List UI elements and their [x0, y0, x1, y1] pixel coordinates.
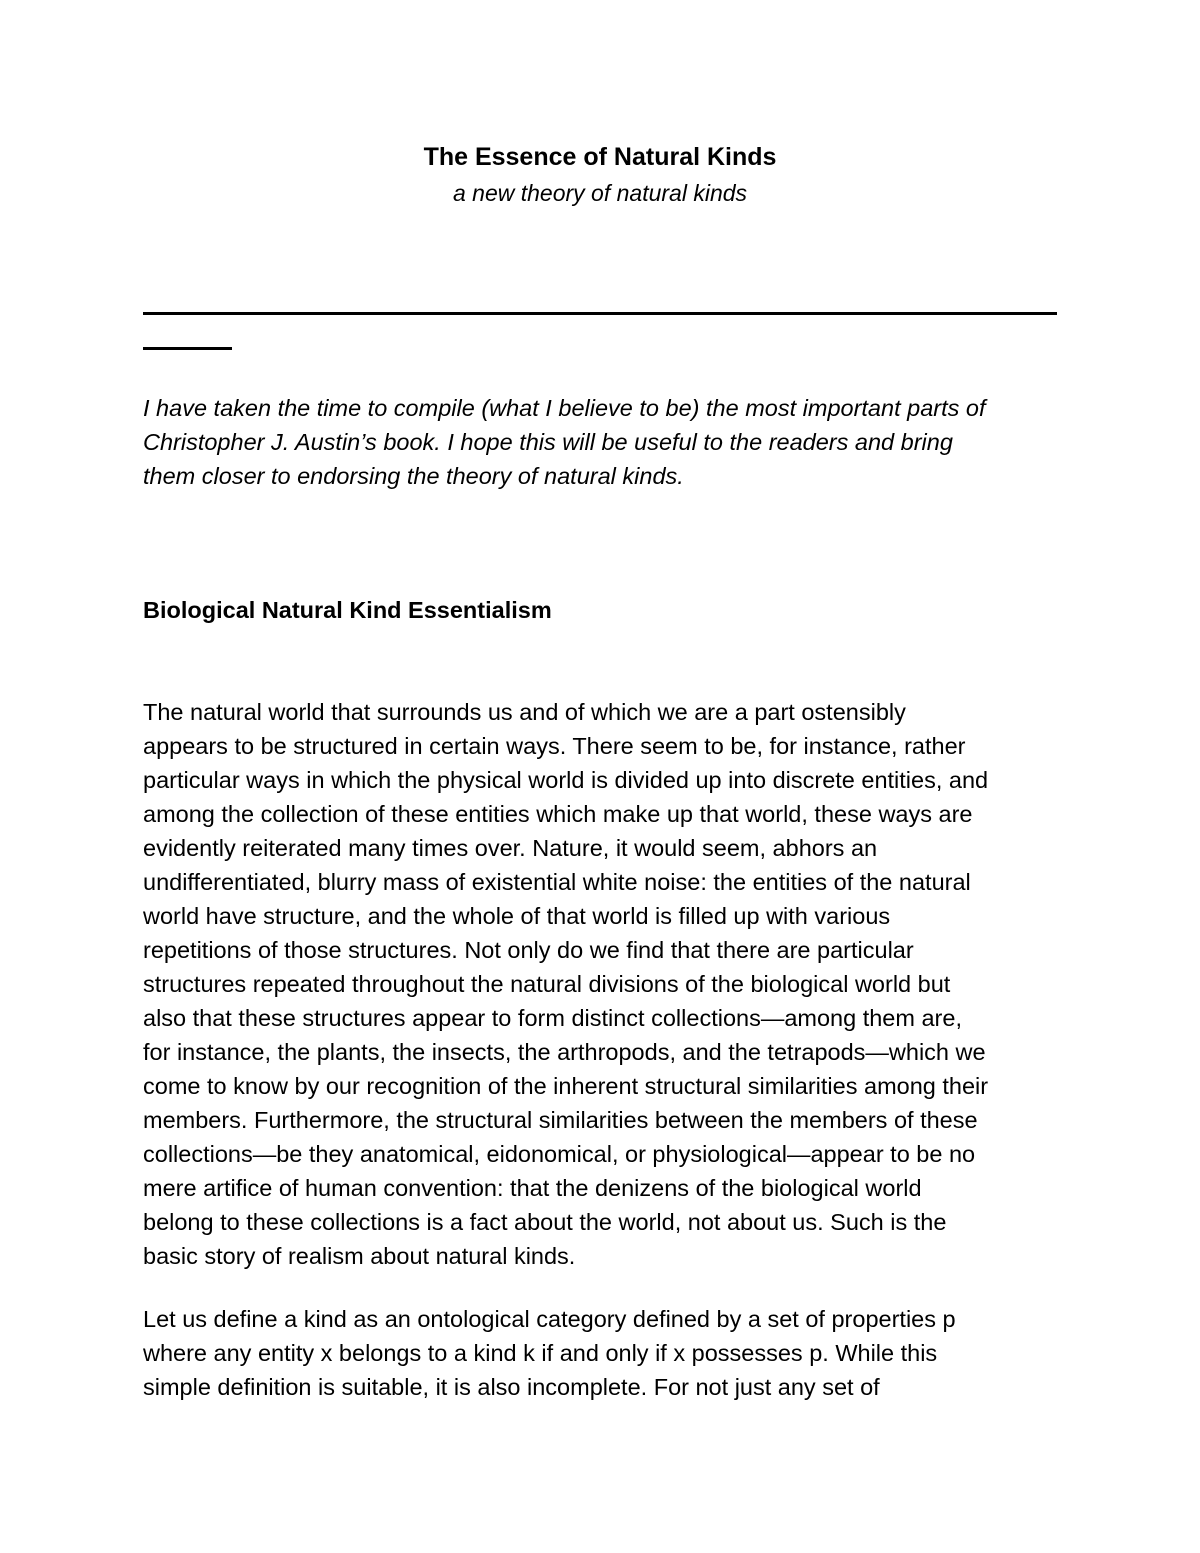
paragraph-line: structures repeated throughout the natural divisions of the biological world but	[143, 971, 951, 997]
paragraph-line: basic story of realism about natural kinds.	[143, 1243, 576, 1269]
paragraph-line: undifferentiated, blurry mass of existential white noise: the entities of the natural	[143, 869, 971, 895]
paragraph-line: among the collection of these entities which make up that world, these ways are	[143, 801, 973, 827]
paragraph-line: world have structure, and the whole of that world is filled up with various	[143, 903, 891, 929]
body-paragraph-1	[143, 695, 1073, 1273]
paragraph-line: appears to be structured in certain ways. There seem to be, for instance, rather	[143, 733, 966, 759]
paragraph-line: members. Furthermore, the structural similarities between the members of these	[143, 1107, 978, 1133]
intro-line: Christopher J. Austin’s book. I hope this will be useful to the readers and bring	[143, 429, 953, 455]
paragraph-line: evidently reiterated many times over. Nature, it would seem, abhors an	[143, 835, 878, 861]
paragraph-line: particular ways in which the physical world is divided up into discrete entities, and	[143, 767, 989, 793]
paragraph-line: repetitions of those structures. Not only do we find that there are particular	[143, 937, 914, 963]
horizontal-rule	[143, 312, 1057, 315]
horizontal-rule-continuation	[143, 347, 232, 350]
paragraph-line: come to know by our recognition of the inherent structural similarities among their	[143, 1073, 989, 1099]
paragraph-line: The natural world that surrounds us and of which we are a part ostensibly	[143, 699, 906, 725]
paragraph-line: belong to these collections is a fact about the world, not about us. Such is the	[143, 1209, 947, 1235]
paragraph-line: for instance, the plants, the insects, the arthropods, and the tetrapods—which we	[143, 1039, 986, 1065]
paragraph-line: Let us define a kind as an ontological category defined by a set of properties p	[143, 1306, 956, 1332]
paragraph-line: simple definition is suitable, it is also incomplete. For not just any set of	[143, 1374, 880, 1400]
document-title: The Essence of Natural Kinds	[423, 143, 777, 171]
body-paragraph-2	[143, 1302, 1073, 1404]
paragraph-line: collections—be they anatomical, eidonomical, or physiological—appear to be no	[143, 1141, 976, 1167]
paragraph-line: also that these structures appear to form distinct collections—among them are,	[143, 1005, 962, 1031]
document-subtitle: a new theory of natural kinds	[452, 180, 748, 206]
section-heading: Biological Natural Kind Essentialism	[143, 597, 552, 623]
intro-line: I have taken the time to compile (what I believe to be) the most important parts of	[143, 395, 986, 421]
paragraph-line: mere artifice of human convention: that the denizens of the biological world	[143, 1175, 922, 1201]
intro-paragraph	[143, 391, 1073, 493]
paragraph-line: where any entity x belongs to a kind k if and only if x possesses p. While this	[143, 1340, 938, 1366]
intro-line: them closer to endorsing the theory of natural kinds.	[143, 463, 684, 489]
